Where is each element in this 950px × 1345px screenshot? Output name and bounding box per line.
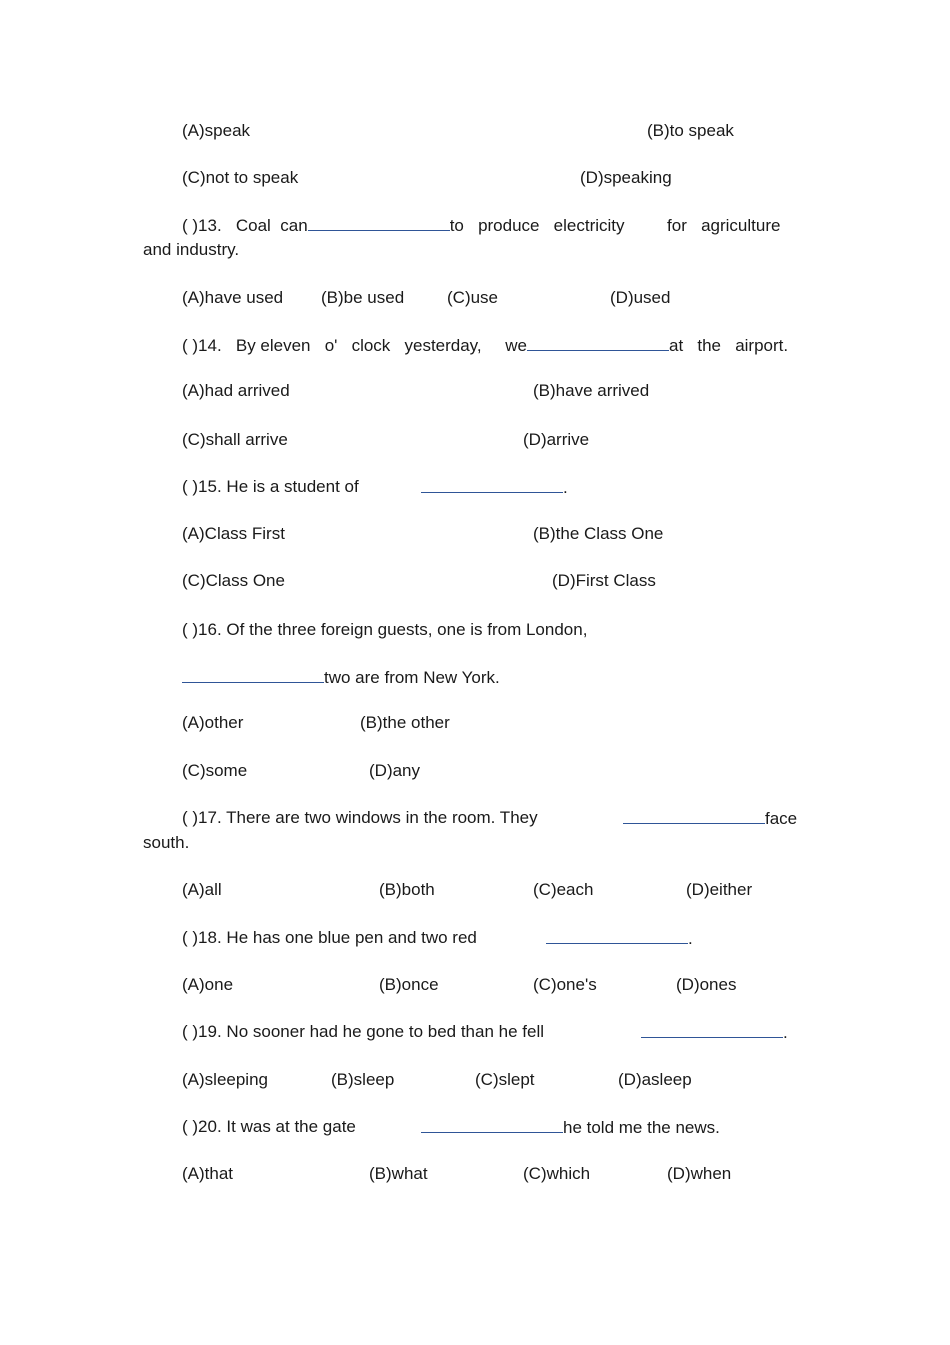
- word: the: [697, 336, 722, 355]
- question-number: ( )20.: [182, 1117, 222, 1136]
- option-d: (D)speaking: [580, 168, 672, 187]
- question-17-continuation: south.: [143, 833, 190, 852]
- option-c: (C)not to speak: [182, 168, 299, 187]
- word: yesterday,: [404, 336, 482, 355]
- option-a: (A)speak: [182, 121, 251, 140]
- question-15: [182, 477, 359, 497]
- question-text: No sooner had he gone to bed than he fell: [226, 1022, 545, 1041]
- question-14: [182, 335, 788, 356]
- option-a: (A)other: [182, 713, 244, 732]
- option-c: (C)Class One: [182, 571, 285, 590]
- option-b: (B)both: [379, 880, 435, 899]
- word: electricity: [553, 216, 625, 235]
- question-number: ( )18.: [182, 928, 222, 947]
- word: can: [280, 216, 308, 235]
- word: we: [505, 336, 528, 355]
- word: he told me the news.: [563, 1118, 720, 1137]
- question-20: [182, 1117, 356, 1137]
- question-18: [182, 928, 477, 948]
- question-19: [182, 1022, 544, 1042]
- word: two are from New York.: [324, 668, 500, 687]
- option-b: (B)to speak: [647, 121, 734, 140]
- question-number: ( )13.: [182, 216, 222, 235]
- word: Coal: [235, 216, 271, 235]
- option-a: (A)Class First: [182, 524, 285, 543]
- answer-blank: [641, 1022, 783, 1038]
- question-20-blank: [421, 1117, 720, 1138]
- word: o': [324, 336, 338, 355]
- word: clock: [351, 336, 391, 355]
- option-d: (D)either: [686, 880, 753, 899]
- option-b: (B)the Class One: [533, 524, 664, 543]
- question-number: ( )16.: [182, 620, 222, 639]
- question-13: [182, 215, 780, 236]
- question-text: Of the three foreign guests, one is from London,: [226, 620, 588, 639]
- option-c: (C)slept: [475, 1070, 535, 1089]
- option-b: (B)have arrived: [533, 381, 650, 400]
- question-text: He is a student of: [226, 477, 359, 496]
- option-c: (C)shall arrive: [182, 430, 288, 449]
- question-15-blank: [421, 477, 568, 498]
- word: to: [449, 216, 464, 235]
- option-d: (D)First Class: [552, 571, 656, 590]
- option-c: (C)some: [182, 761, 248, 780]
- option-b: (B)the other: [360, 713, 450, 732]
- answer-blank: [308, 215, 450, 231]
- answer-blank: [421, 1117, 563, 1133]
- question-19-blank: [641, 1022, 788, 1043]
- question-text: It was at the gate: [226, 1117, 356, 1136]
- option-d: (D)arrive: [523, 430, 590, 449]
- option-a: (A)have used: [182, 288, 284, 307]
- option-c: (C)use: [447, 288, 499, 307]
- option-a: (A)had arrived: [182, 381, 290, 400]
- question-18-blank: [546, 928, 693, 949]
- question-17-blank: [623, 808, 797, 829]
- question-17: [182, 808, 538, 828]
- option-d: (D)any: [369, 761, 421, 780]
- question-13-continuation: and industry.: [143, 240, 240, 259]
- option-d: (D)ones: [676, 975, 737, 994]
- option-c: (C)which: [523, 1164, 591, 1183]
- question-number: ( )19.: [182, 1022, 222, 1041]
- option-d: (D)used: [610, 288, 671, 307]
- word: .: [783, 1023, 788, 1042]
- word: By eleven: [235, 336, 311, 355]
- question-number: ( )15.: [182, 477, 222, 496]
- option-b: (B)once: [379, 975, 439, 994]
- word: for: [667, 216, 687, 235]
- question-number: ( )14.: [182, 336, 222, 355]
- option-a: (A)that: [182, 1164, 234, 1183]
- question-16: [182, 620, 587, 640]
- word: airport.: [735, 336, 789, 355]
- option-a: (A)sleeping: [182, 1070, 268, 1089]
- option-a: (A)one: [182, 975, 234, 994]
- option-b: (B)what: [369, 1164, 428, 1183]
- word: agriculture: [701, 216, 781, 235]
- question-text: There are two windows in the room. They: [226, 808, 538, 827]
- answer-blank: [623, 808, 765, 824]
- answer-blank: [182, 667, 324, 683]
- word: .: [563, 478, 568, 497]
- question-16-continuation: [182, 667, 500, 688]
- option-d: (D)when: [667, 1164, 732, 1183]
- option-c: (C)one's: [533, 975, 597, 994]
- answer-blank: [527, 335, 669, 351]
- word: .: [688, 929, 693, 948]
- option-b: (B)sleep: [331, 1070, 395, 1089]
- word: at: [669, 336, 684, 355]
- question-text: He has one blue pen and two red: [226, 928, 477, 947]
- answer-blank: [421, 477, 563, 493]
- word: face: [765, 809, 798, 828]
- option-a: (A)all: [182, 880, 222, 899]
- option-d: (D)asleep: [618, 1070, 692, 1089]
- option-b: (B)be used: [321, 288, 405, 307]
- question-number: ( )17.: [182, 808, 222, 827]
- word: produce: [478, 216, 540, 235]
- option-c: (C)each: [533, 880, 594, 899]
- answer-blank: [546, 928, 688, 944]
